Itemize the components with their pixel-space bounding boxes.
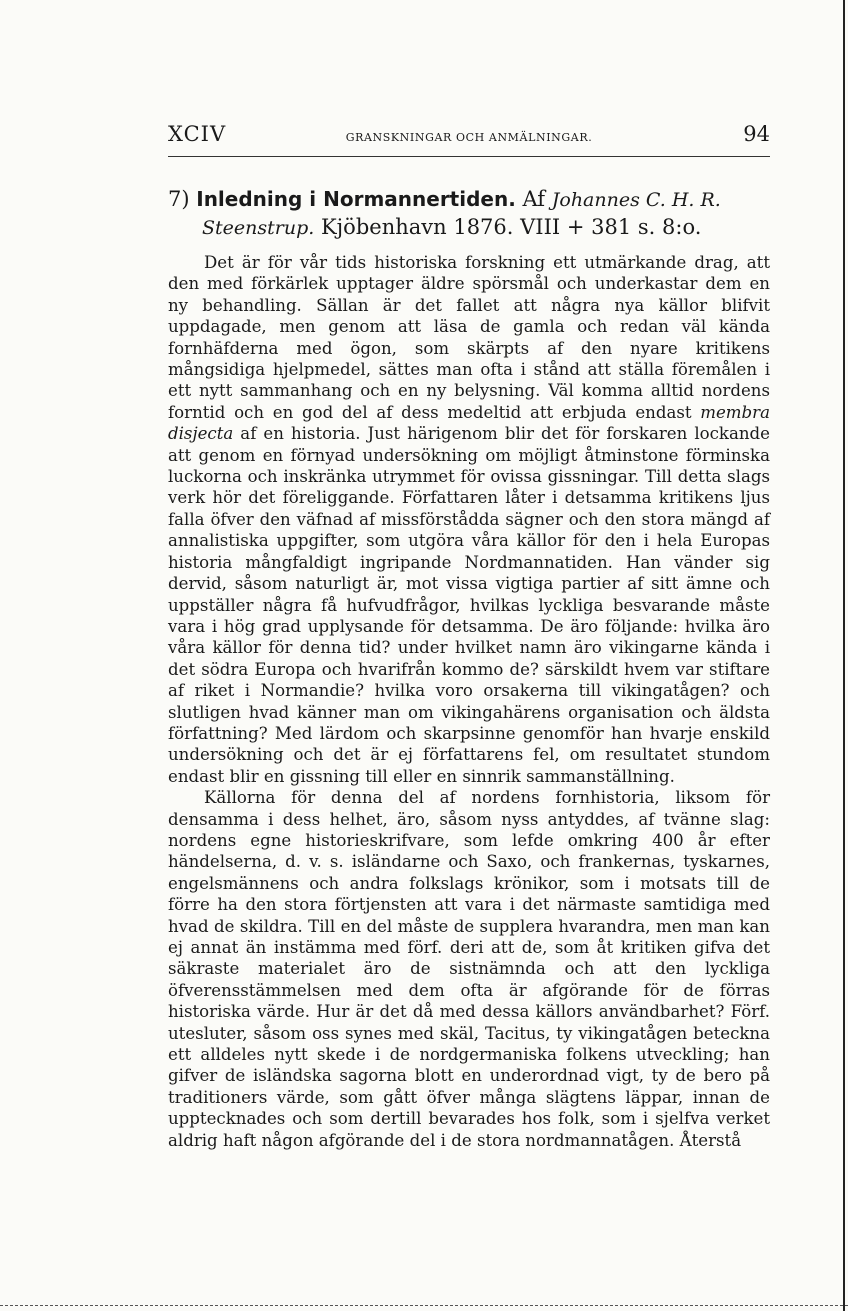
entry-number: 7): [168, 187, 190, 211]
latin-phrase: membra disjecta: [168, 402, 770, 444]
running-head: [168, 122, 770, 152]
section-heading: GRANSKNINGAR OCH ANMÄLNINGAR.: [345, 131, 593, 144]
af-word: Af: [522, 187, 546, 211]
page-roman-numeral: XCIV: [168, 122, 227, 146]
title-line-2: [168, 214, 770, 242]
body-text: [168, 252, 770, 1151]
author-name: Johannes C. H. R.: [551, 189, 721, 211]
review-title: [168, 186, 770, 242]
title-line-1: [168, 186, 770, 214]
paragraph-2: Källorna för denna del af nordens fornhistoria, liksom för densamma i dess helhet, äro, såsom nyss antyddes, af tvänne slag: nordens egne historieskrifvare, som lefde omkring 400 år efter händelserna, d. v. s. isländarne och Saxo, och frankernas, tyskarnes, engelsmännens och andra folkslags krönikor, som i motsats till de förre ha den stora förtjensten att vara i det närmaste samtidiga med hvad de skildra. Till en del måste de supplera hvarandra, men man kan ej annat än instämma med förf. deri att de, som åt kritiken gifva det säkraste materialet äro de sistnämnda och att den lyckliga öfverensstämmelsen med dem ofta är afgörande för de förras historiska värde. Hur är det då med dessa källors användbarhet? Förf. utesluter, såsom oss synes med skäl, Tacitus, ty vikingatågen beteckna ett alldeles nytt skede i de nordgermaniska folkens utveckling; han gifver de isländska sagorna blott en underordnad vigt, ty de bero på traditioners värde, som gått öfver många slägtens läppar, innan de upptecknades och som dertill bevarades hos folk, som i sjelfva verket aldrig haft någon afgörande del i de stora nordmannatågen. Återstå: [168, 788, 770, 1150]
page-number: 94: [743, 122, 770, 146]
paragraph-1: [168, 252, 770, 787]
page-edge-right: [843, 0, 845, 1311]
author-surname: Steenstrup.: [202, 217, 315, 239]
publication-info: Kjöbenhavn 1876. VIII + 381 s. 8:o.: [320, 215, 702, 239]
paragraph-1-end: af en historia. Just härigenom blir det för forskaren lockande att genom en förnyad undersökning om möjligt åtminstone förminska luckorna och inskränka utrymmet för ovissa gissningar. Till detta slags verk hör det föreliggande. Författaren låter i detsamma kritikens ljus falla öfver den väfnad af missförstådda sägner och den stora mängd af annalistiska uppgifter, som utgöra våra källor för den i hela Europas historia mångfaldigt ingripande Nordmannatiden. Han vänder sig dervid, såsom naturligt är, mot vissa vigtiga partier af sitt ämne och uppställer några få hufvudfrågor, hvilkas lyckliga besvarande måste vara i hög grad upplysande för detsamma. De äro följande: hvilka äro våra källor för denna tid? under hvilket namn äro vikingarne kända i det södra Europa och hvarifrån kommo de? särskildt hvem var stiftare af riket i Normandie? hvilka voro orsakerna till vikingatågen? och slutligen hvad känner man om vikingahärens organisation och äldsta författning? Med lärdom och skarpsinne genomför han hvarje enskild undersökning och det är ej författarens fel, om resultatet stundom endast blir en gissning till eller en sinnrik sammanställning.: [168, 424, 770, 786]
header-rule: [168, 156, 770, 157]
page-edge-bottom: [0, 1305, 848, 1307]
book-title: Inledning i Normannertiden.: [196, 187, 516, 211]
paragraph-1-start: Det är för vår tids historiska forskning ett utmärkande drag, att den med förkärlek upptager äldre spörsmål och underkastar dem en ny behandling. Sällan är det fallet att några nya källor blifvit uppdagade, men genom att läsa de gamla och redan väl kända fornhäfderna med ögon, som skärpts af den nyare kritikens mångsidiga hjelpmedel, sättes man ofta i stånd att ställa föremålen i ett nytt sammanhang och en ny belysning. Väl komma alltid nordens forntid och en god del af dess medeltid att erbjuda endast: [168, 253, 770, 422]
